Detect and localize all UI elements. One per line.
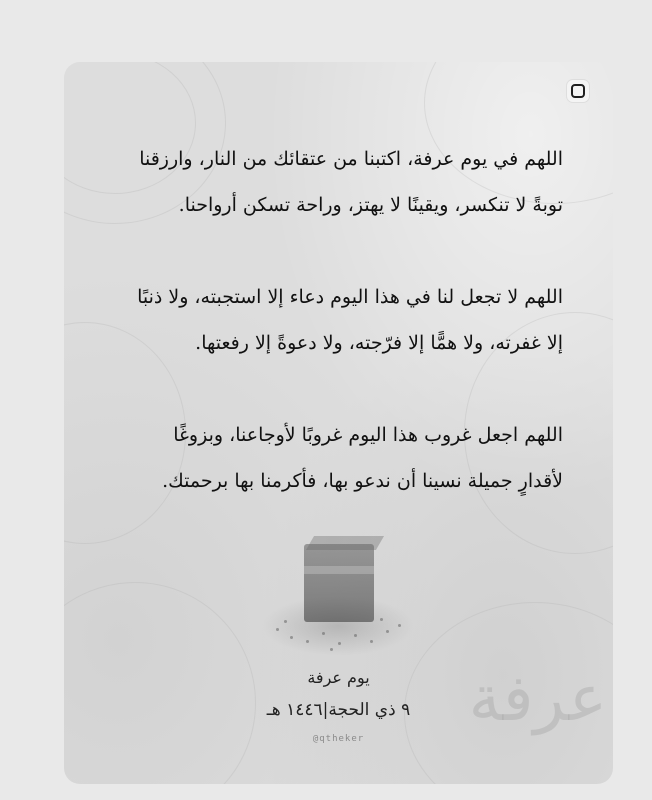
dua-paragraph-3: [103, 412, 563, 504]
square-outline-icon: [571, 84, 585, 98]
pilgrim-dot: [330, 648, 333, 651]
dua-line: اللهم في يوم عرفة، اكتبنا من عتقائك من النار، وارزقنا: [139, 148, 563, 170]
dua-line: إلا غفرته، ولا همًّا إلا فرّجته، ولا دعوةً إلا رفعتها.: [195, 332, 563, 354]
pilgrim-dot: [306, 640, 309, 643]
pilgrim-dot: [398, 624, 401, 627]
footer-title: يوم عرفة: [307, 668, 370, 687]
pilgrim-dot: [338, 642, 341, 645]
pilgrim-dot: [354, 634, 357, 637]
author-handle: @qtheker: [312, 734, 365, 744]
pilgrim-dot: [386, 630, 389, 633]
pilgrim-dot: [276, 628, 279, 631]
dua-paragraph-2: [103, 274, 563, 366]
pilgrim-dot: [370, 640, 373, 643]
calligraphy-watermark: عرفة: [468, 662, 607, 736]
footer-date: ٩ ذي الحجة|١٤٤٦ هـ: [266, 700, 411, 720]
dua-line: اللهم لا تجعل لنا في هذا اليوم دعاء إلا استجبته، ولا ذنبًا: [137, 286, 563, 308]
dua-line: اللهم اجعل غروب هذا اليوم غروبًا لأوجاعنا، وبزوغًا: [173, 424, 563, 446]
kaaba-body: [304, 544, 374, 622]
pilgrim-dot: [284, 620, 287, 623]
dua-line: توبةً لا تنكسر، ويقينًا لا يهتز، وراحة تسكن أرواحنا.: [178, 194, 563, 216]
kaaba-band: [304, 566, 374, 574]
pilgrim-dot: [290, 636, 293, 639]
kaaba-image: [256, 528, 420, 656]
story-card: [64, 62, 613, 784]
dua-line: لأقدارٍ جميلة نسينا أن ندعو بها، فأكرمنا بها برحمتك.: [162, 470, 563, 492]
pilgrim-dot: [322, 632, 325, 635]
dua-paragraph-1: [103, 136, 563, 228]
sticker-button[interactable]: [567, 80, 589, 102]
pilgrim-dot: [380, 618, 383, 621]
